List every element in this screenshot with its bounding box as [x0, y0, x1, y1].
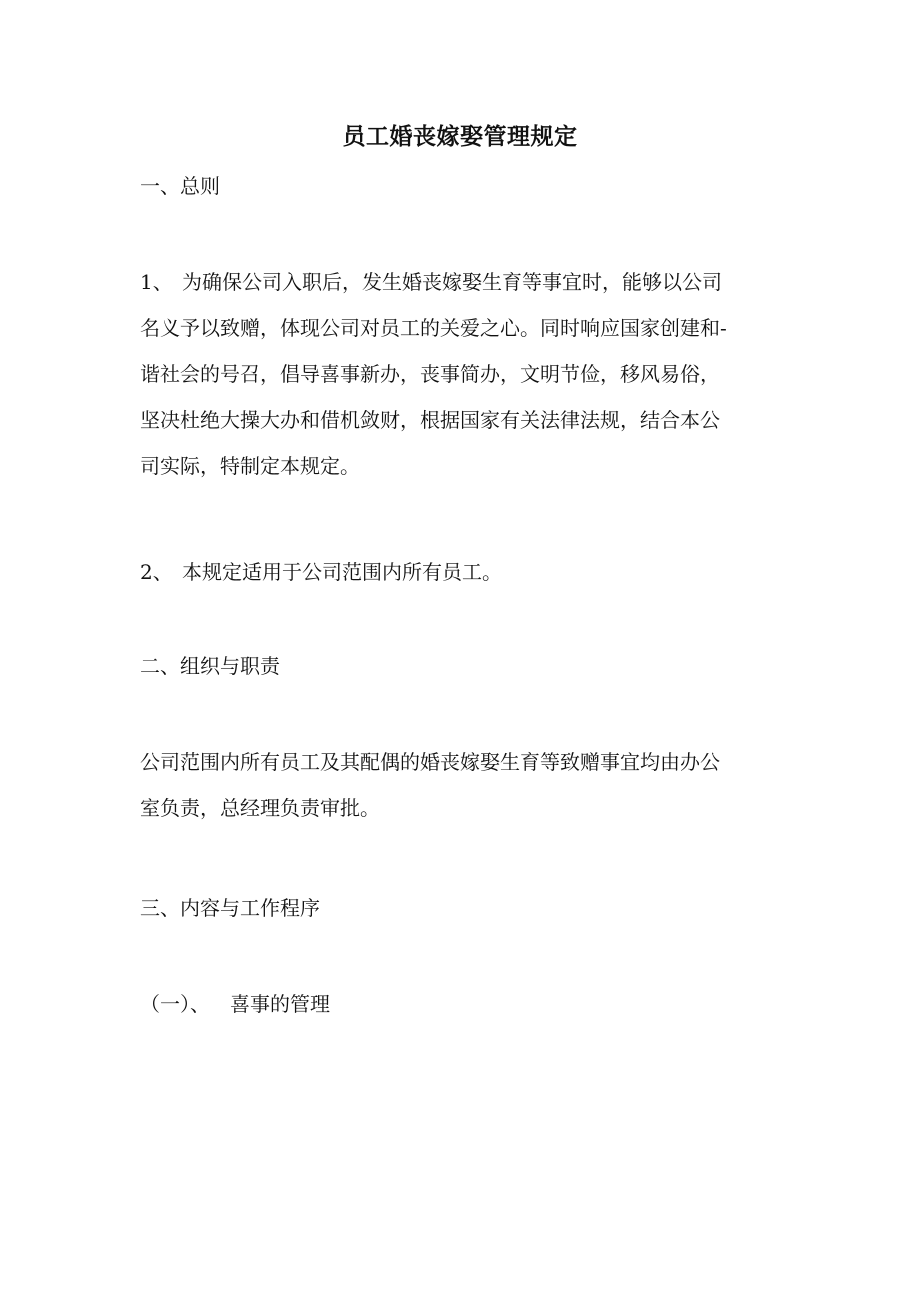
- item-1-line-1: [140, 259, 790, 305]
- subsection-happy-events: [140, 989, 790, 1019]
- section-2-line-2: 室负责，总经理负责审批。: [140, 796, 380, 820]
- subsection-number: （一）、: [140, 992, 210, 1016]
- document-title: 员工婚丧嫁娶管理规定: [342, 123, 578, 150]
- item-2-text: 本规定适用于公司范围内所有员工。: [182, 560, 502, 584]
- item-1-line-3: 谐社会的号召，倡导喜事新办，丧事简办，文明节俭，移风易俗，: [140, 362, 720, 386]
- subsection-title: 喜事的管理: [230, 992, 330, 1016]
- item-1-line-5: 司实际，特制定本规定。: [140, 454, 360, 478]
- item-2: [140, 557, 790, 587]
- item-1-number: 1、: [140, 270, 173, 294]
- section-2-body: [140, 739, 790, 831]
- item-1-paragraph: [140, 259, 790, 489]
- section-2-line-1: 公司范围内所有员工及其配偶的婚丧嫁娶生育等致赠事宜均由办公: [140, 750, 720, 774]
- item-1-text-1: 为确保公司入职后，发生婚丧嫁娶生育等事宜时，能够以公司: [182, 270, 722, 294]
- item-1-line-4: 坚决杜绝大操大办和借机敛财，根据国家有关法律法规，结合本公: [140, 408, 720, 432]
- item-1-line-2: 名义予以致赠，体现公司对员工的关爱之心。同时响应国家创建和-: [140, 316, 727, 340]
- section-heading-organization: 二、组织与职责: [140, 654, 280, 678]
- section-heading-general: 一、总则: [140, 174, 220, 198]
- item-2-number: 2、: [140, 560, 173, 584]
- section-heading-content: 三、内容与工作程序: [140, 896, 320, 920]
